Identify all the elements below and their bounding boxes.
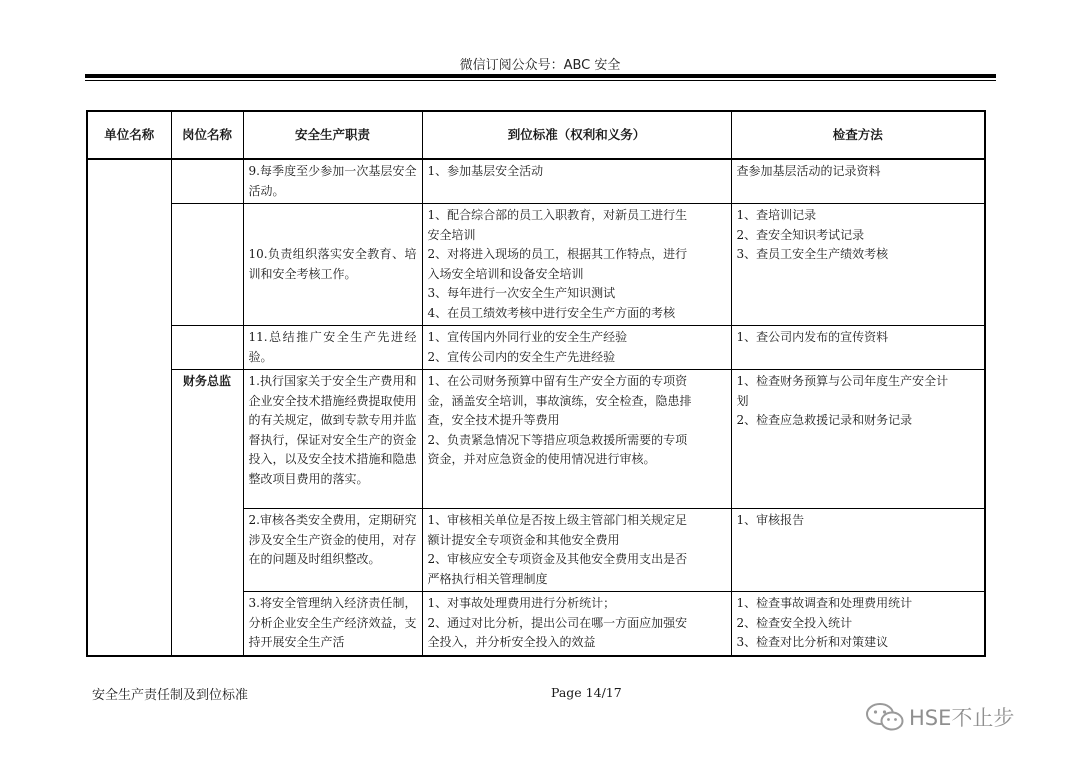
header-rule-thick [85,74,996,78]
check-line: 3、查员工安全生产绩效考核 [736,247,889,261]
position-cell [171,326,243,370]
footer-document-title: 安全生产责任制及到位标准 [92,688,249,703]
duty-cell: 2.审核各类安全费用，定期研究涉及安全生产资金的使用，对存在的问题及时组织整改。 [243,509,422,592]
responsibility-table [86,110,986,657]
footer-page-number: Page 14/17 [551,685,622,700]
column-header-unit: 单位名称 [87,111,171,159]
standard-line: 安全培训 [427,227,476,242]
position-cell [171,204,243,326]
check-cell [731,326,985,370]
check-line: 1、查公司内发布的宣传资料 [736,330,889,344]
standard-line: 入场安全培训和设备安全培训 [427,266,584,281]
standard-line: 1、宣传国内外同行业的安全生产经验 [427,330,628,344]
standard-cell [422,326,731,370]
standard-line: 1、配合综合部的员工入职教育，对新员工进行生 [427,208,688,222]
check-line: 2、查安全知识考试记录 [736,227,865,242]
column-header-check-method: 检查方法 [731,111,985,159]
check-cell [731,370,985,509]
check-cell [731,509,985,592]
column-header-duty: 安全生产职责 [243,111,422,159]
check-line: 查参加基层活动的记录资料 [736,164,881,178]
standard-line: 金，涵盖安全培训，事故演练，安全检查，隐患排 [427,393,692,408]
standard-line: 资金，并对应急资金的使用情况进行审核。 [427,452,656,466]
standard-line: 1、对事故处理费用进行分析统计； [427,596,616,610]
check-cell [731,204,985,326]
duty-cell: 9.每季度至少参加一次基层安全活动。 [243,159,422,204]
check-line: 1、审核报告 [736,513,805,527]
check-cell [731,592,985,656]
standard-line: 全投入，并分析安全投入的效益 [427,635,596,649]
check-line: 划 [736,393,749,408]
table-row [87,159,985,204]
standard-line: 3、每年进行一次安全生产知识测试 [427,286,616,300]
standard-line: 1、审核相关单位是否按上级主管部门相关规定足 [427,513,688,527]
standard-line: 查，安全技术提升等费用 [427,413,560,427]
check-line: 1、检查财务预算与公司年度生产安全计 [736,374,949,388]
standard-line: 1、在公司财务预算中留有生产安全方面的专项资 [427,374,688,388]
duty-cell: 3.将安全管理纳入经济责任制，分析企业安全生产经济效益，支持开展安全生产活 [243,592,422,656]
check-line: 2、检查应急救援记录和财务记录 [736,413,913,427]
standard-line: 2、对将进入现场的员工，根据其工作特点，进行 [427,247,688,261]
header-rule-thin [85,80,996,81]
position-cell [171,159,243,204]
check-line: 1、查培训记录 [736,208,817,222]
standard-line: 4、在员工绩效考核中进行安全生产方面的考核 [427,305,676,320]
check-line: 3、检查对比分析和对策建议 [736,635,889,649]
standard-line: 严格执行相关管理制度 [427,571,548,586]
table-row [87,204,985,326]
table-row [87,326,985,370]
standard-cell [422,509,731,592]
watermark [865,702,1014,732]
standard-cell [422,370,731,509]
standard-line: 1、参加基层安全活动 [427,164,544,178]
standard-line: 2、通过对比分析，提出公司在哪一方面应加强安 [427,615,688,630]
standard-line: 2、负责紧急情况下等措应项急救援所需要的专项 [427,432,688,447]
standard-cell [422,204,731,326]
watermark-text: HSE不止步 [909,706,1015,730]
check-line: 1、检查事故调查和处理费用统计 [736,596,913,610]
page-header-title: 微信订阅公众号：ABC 安全 [459,58,621,73]
duty-cell: 11.总结推广安全生产先进经验。 [243,326,422,370]
standard-line: 2、宣传公司内的安全生产先进经验 [427,349,616,364]
wechat-icon [865,702,905,732]
standard-cell [422,159,731,204]
table-row [87,370,985,509]
standard-line: 2、审核应安全专项资金及其他安全费用支出是否 [427,552,688,566]
standard-line: 额计提安全专项资金和其他安全费用 [427,532,620,547]
column-header-standard: 到位标准（权利和义务） [422,111,731,159]
duty-cell: 1.执行国家关于安全生产费用和企业安全技术措施经费提取使用的有关规定，做到专款专用并监督执行，保证对安全生产的资金投入，以及安全技术措施和隐患整改项目费用的落实。 [243,370,422,509]
table-header-row [87,111,985,159]
duty-cell: 10.负责组织落实安全教育、培训和安全考核工作。 [243,204,422,326]
standard-cell [422,592,731,656]
position-cell-finance-director: 财务总监 [171,370,243,656]
check-cell [731,159,985,204]
column-header-position: 岗位名称 [171,111,243,159]
check-line: 2、检查安全投入统计 [736,615,853,630]
unit-cell [87,159,171,656]
